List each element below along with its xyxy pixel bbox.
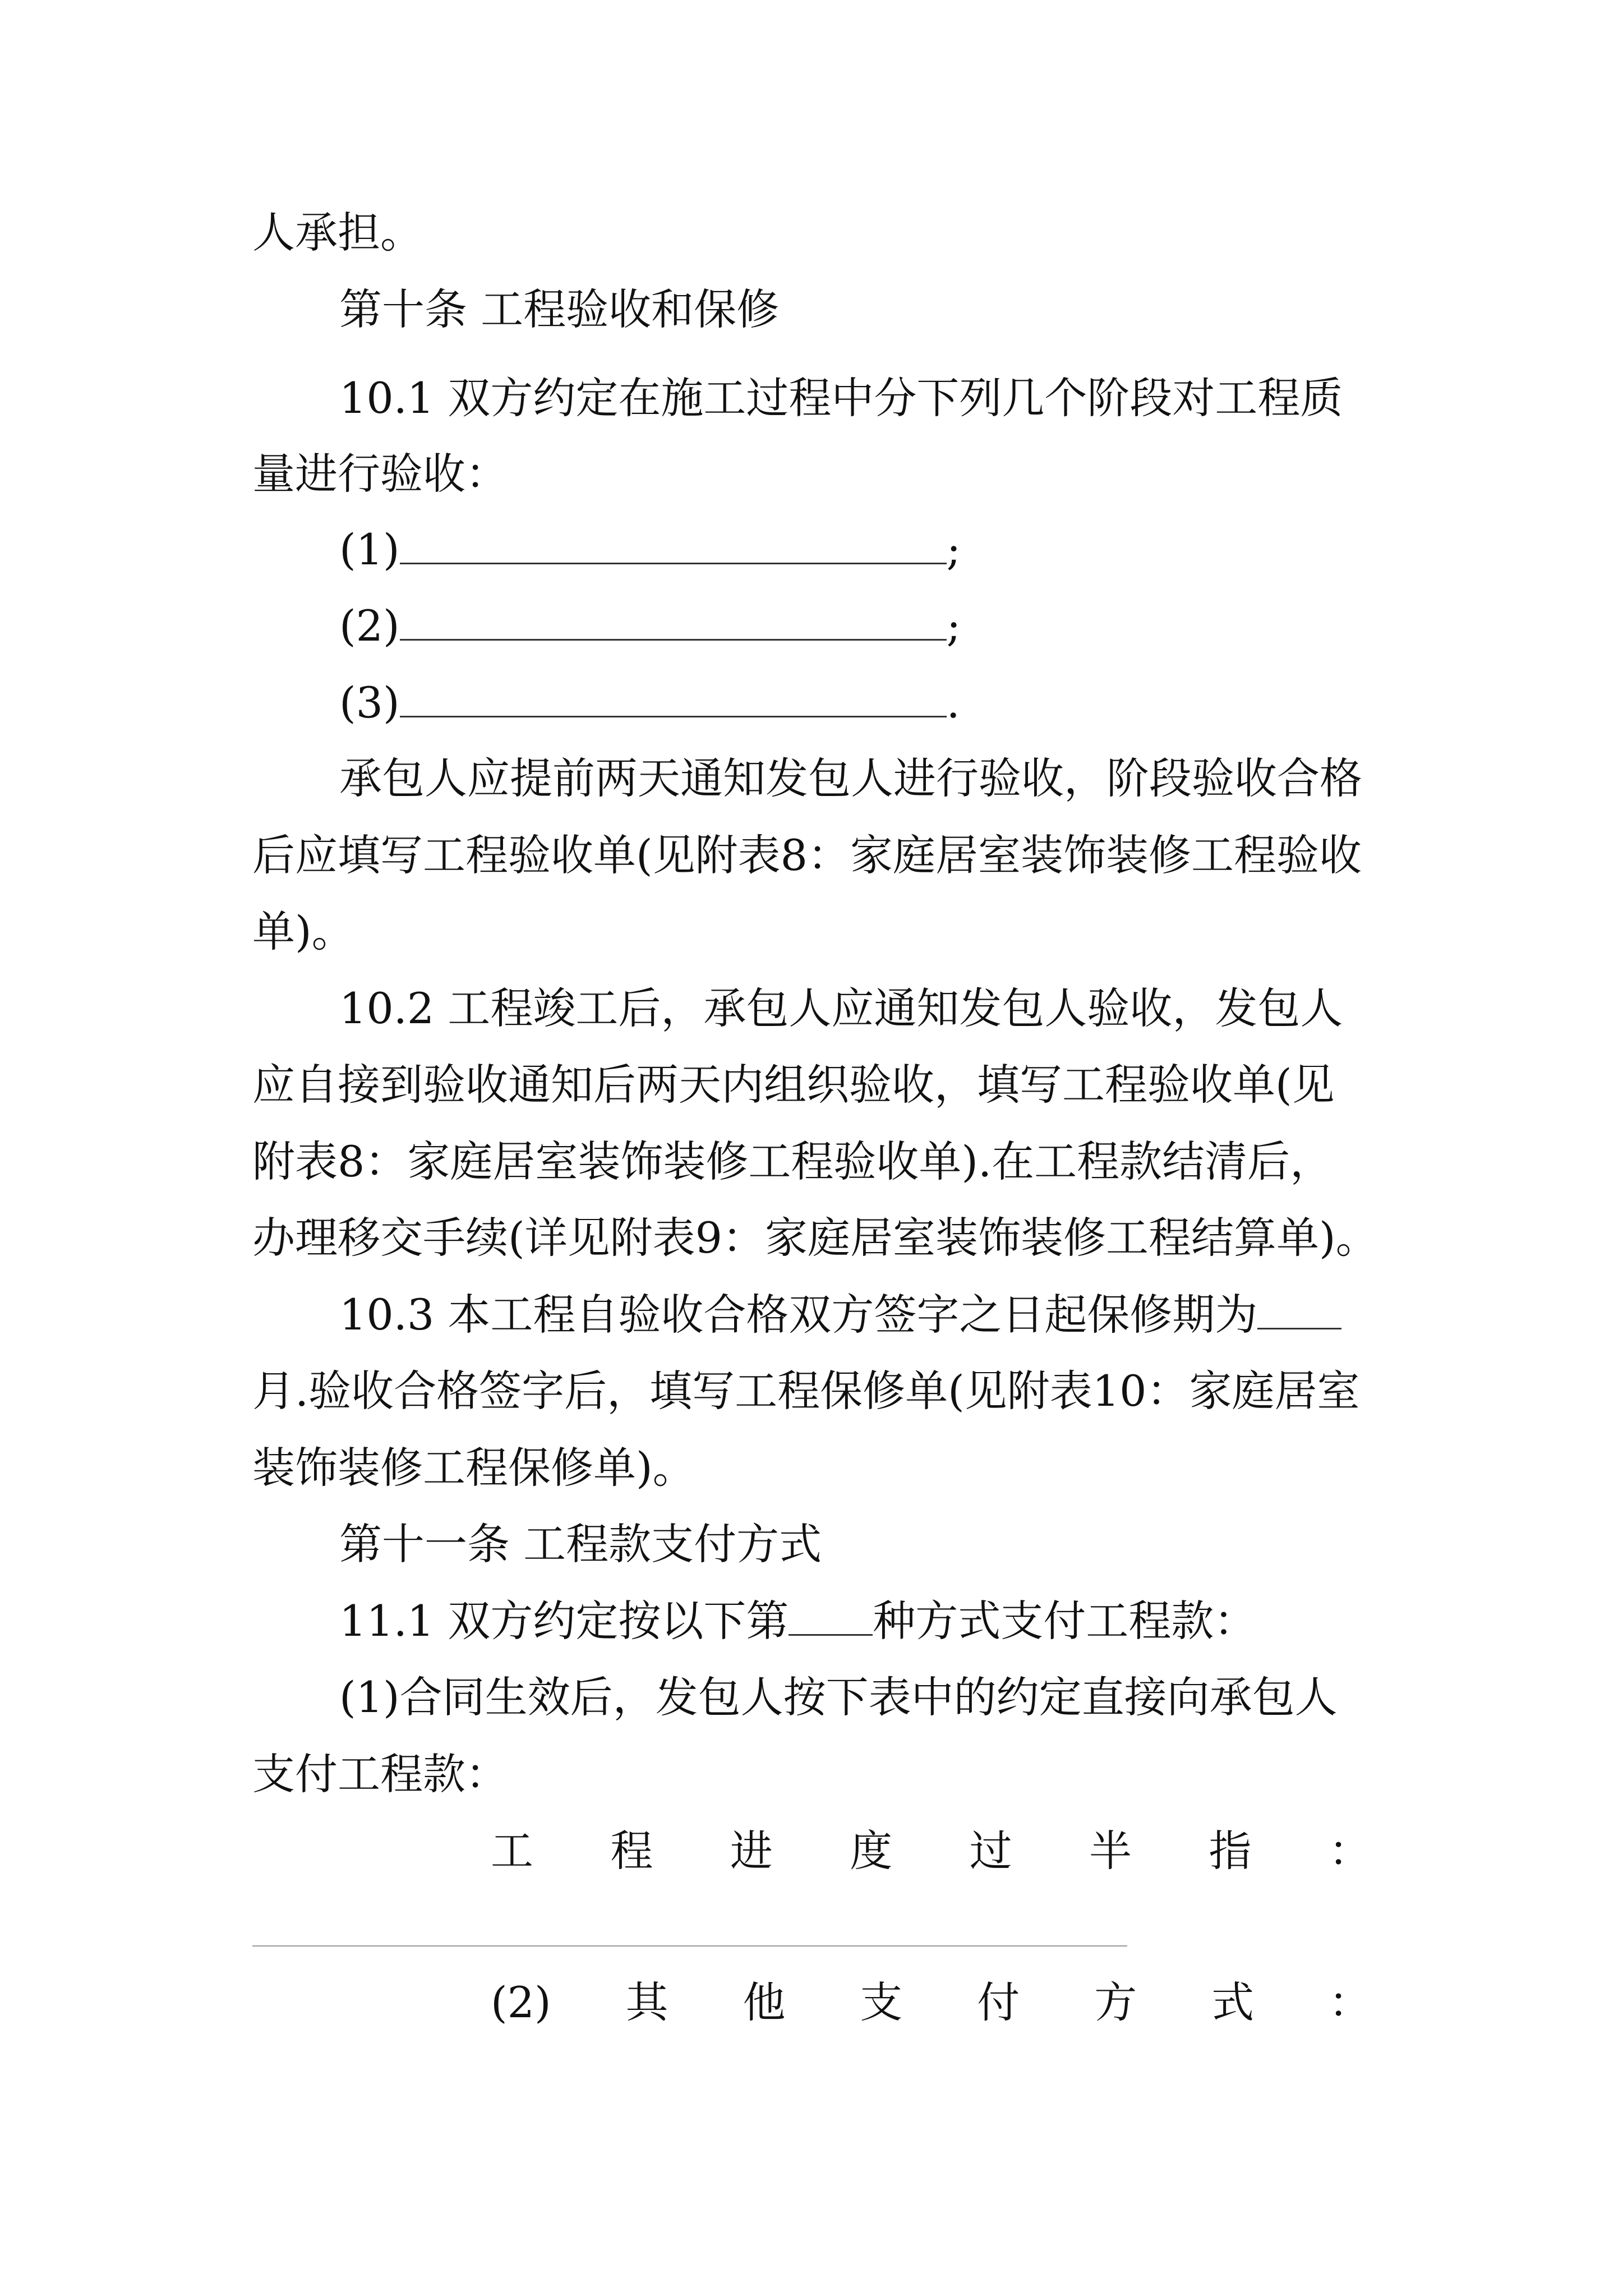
section-heading: 第十条 工程验收和保修 — [339, 284, 780, 334]
paragraph-line: 支付工程款： — [252, 1749, 508, 1799]
item-end: ; — [946, 601, 961, 651]
char: 付 — [977, 1977, 1020, 2027]
spaced-line-progress — [491, 1823, 1371, 1879]
item-end: ; — [946, 524, 961, 574]
blank-field — [1257, 1289, 1341, 1329]
blank-field — [789, 1595, 873, 1636]
item-label: (2) — [339, 601, 400, 651]
char: 方 — [1094, 1977, 1137, 2027]
paragraph-line: 应自接到验收通知后两天内组织验收，填写工程验收单(见 — [252, 1060, 1335, 1110]
blank-field — [400, 523, 947, 564]
char: 其 — [625, 1977, 668, 2027]
char: 支 — [860, 1977, 903, 2027]
paragraph-line: 办理移交手续(详见附表9：家庭居室装饰装修工程结算单)。 — [252, 1213, 1378, 1263]
text-run: 10.3 本工程自验收合格双方签字之日起保修期为 — [339, 1290, 1258, 1340]
char: (2) — [491, 1977, 551, 2027]
paragraph-line — [339, 1593, 1256, 1649]
divider-line — [252, 1945, 1127, 1947]
paragraph-line: 装饰装修工程保修单)。 — [252, 1443, 695, 1493]
char: 度 — [850, 1826, 893, 1876]
blank-field — [400, 600, 947, 641]
blank-field — [400, 677, 947, 717]
char: 他 — [743, 1977, 786, 2027]
item-end: . — [946, 678, 960, 728]
char: ： — [1329, 1977, 1371, 2027]
paragraph-line: 附表8：家庭居室装饰装修工程验收单).在工程款结清后， — [252, 1137, 1333, 1186]
paragraph-line: 后应填写工程验收单(见附表8：家庭居室装饰装修工程验收 — [252, 830, 1362, 880]
section-heading: 第十一条 工程款支付方式 — [339, 1519, 822, 1569]
paragraph-line: 10.2 工程竣工后，承包人应通知发包人验收，发包人 — [339, 983, 1343, 1033]
item-label: (3) — [339, 678, 400, 728]
text-run: 种方式支付工程款： — [873, 1596, 1257, 1646]
paragraph-line: 10.1 双方约定在施工过程中分下列几个阶段对工程质 — [339, 373, 1343, 423]
char: ： — [1328, 1826, 1371, 1876]
char: 工 — [491, 1826, 533, 1876]
spaced-line-other-payment — [491, 1975, 1371, 2031]
acceptance-item-1 — [339, 522, 961, 578]
item-label: (1) — [339, 524, 400, 574]
char: 式 — [1211, 1977, 1255, 2027]
paragraph-line: 量进行验收： — [252, 449, 508, 499]
char: 程 — [610, 1826, 653, 1876]
paragraph-line: 承包人应提前两天通知发包人进行验收，阶段验收合格 — [339, 753, 1362, 803]
acceptance-item-3 — [339, 675, 960, 731]
paragraph-line: 月.验收合格签字后，填写工程保修单(见附表10：家庭居室 — [252, 1366, 1360, 1416]
acceptance-item-2 — [339, 598, 961, 654]
paragraph-line — [339, 1287, 1341, 1343]
text-run: 11.1 双方约定按以下第 — [339, 1596, 789, 1646]
char: 进 — [730, 1826, 773, 1876]
char: 半 — [1089, 1826, 1132, 1876]
char: 过 — [969, 1826, 1012, 1876]
paragraph-line: 人承担。 — [252, 208, 423, 257]
char: 指 — [1209, 1826, 1252, 1876]
paragraph-line: (1)合同生效后，发包人按下表中的约定直接向承包人 — [339, 1672, 1338, 1722]
paragraph-line: 单)。 — [252, 907, 354, 956]
